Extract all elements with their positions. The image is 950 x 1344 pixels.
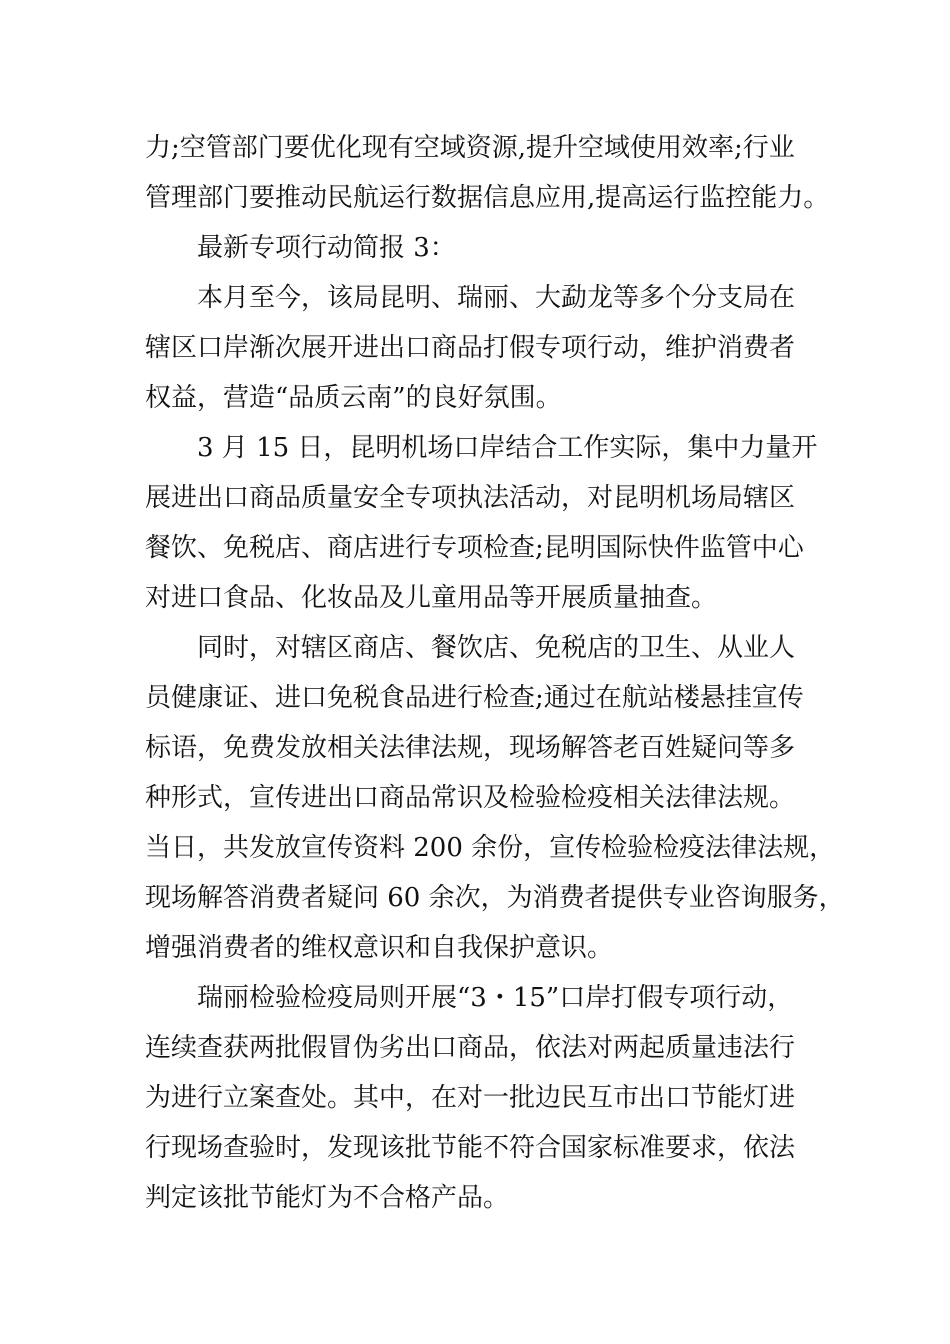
text-line: 现场解答消费者疑问 60 余次，为消费者提供专业咨询服务， xyxy=(145,883,845,913)
text-line: 判定该批节能灯为不合格产品。 xyxy=(145,1183,510,1213)
text-line: 展进出口商品质量安全专项执法活动，对昆明机场局辖区 xyxy=(145,483,796,513)
text-line: 员健康证、进口免税食品进行检查;通过在航站楼悬挂宣传 xyxy=(145,683,804,713)
text-line: 当日，共发放宣传资料 200 余份，宣传检验检疫法律法规， xyxy=(145,833,836,863)
text-line: 管理部门要推动民航运行数据信息应用,提高运行监控能力。 xyxy=(145,183,830,213)
text-line: 连续查获两批假冒伪劣出口商品，依法对两起质量违法行 xyxy=(145,1033,796,1063)
text-line: 增强消费者的维权意识和自我保护意识。 xyxy=(145,933,614,963)
text-line: 力;空管部门要优化现有空域资源,提升空域使用效率;行业 xyxy=(145,133,795,163)
document-body xyxy=(145,123,845,1223)
section-heading: 最新专项行动简报 3： xyxy=(197,233,456,263)
text-line: 权益，营造“品质云南”的良好氛围。 xyxy=(145,383,562,413)
text-line: 同时，对辖区商店、餐饮店、免税店的卫生、从业人 xyxy=(197,633,796,663)
text-line: 种形式，宣传进出口商品常识及检验检疫相关法律法规。 xyxy=(145,783,796,813)
text-line: 标语，免费发放相关法律法规，现场解答老百姓疑问等多 xyxy=(145,733,796,763)
text-line: 对进口食品、化妆品及儿童用品等开展质量抽查。 xyxy=(145,583,718,613)
text-line: 辖区口岸渐次展开进出口商品打假专项行动，维护消费者 xyxy=(145,333,796,363)
text-line: 本月至今，该局昆明、瑞丽、大勐龙等多个分支局在 xyxy=(197,283,796,313)
text-line: 3 月 15 日，昆明机场口岸结合工作实际，集中力量开 xyxy=(197,433,818,463)
text-line: 餐饮、免税店、商店进行专项检查;昆明国际快件监管中心 xyxy=(145,533,804,563)
text-line: 行现场查验时，发现该批节能不符合国家标准要求，依法 xyxy=(145,1133,796,1163)
text-line: 瑞丽检验检疫局则开展“3・15”口岸打假专项行动， xyxy=(197,983,794,1013)
text-line: 为进行立案查处。其中，在对一批边民互市出口节能灯进 xyxy=(145,1083,796,1113)
